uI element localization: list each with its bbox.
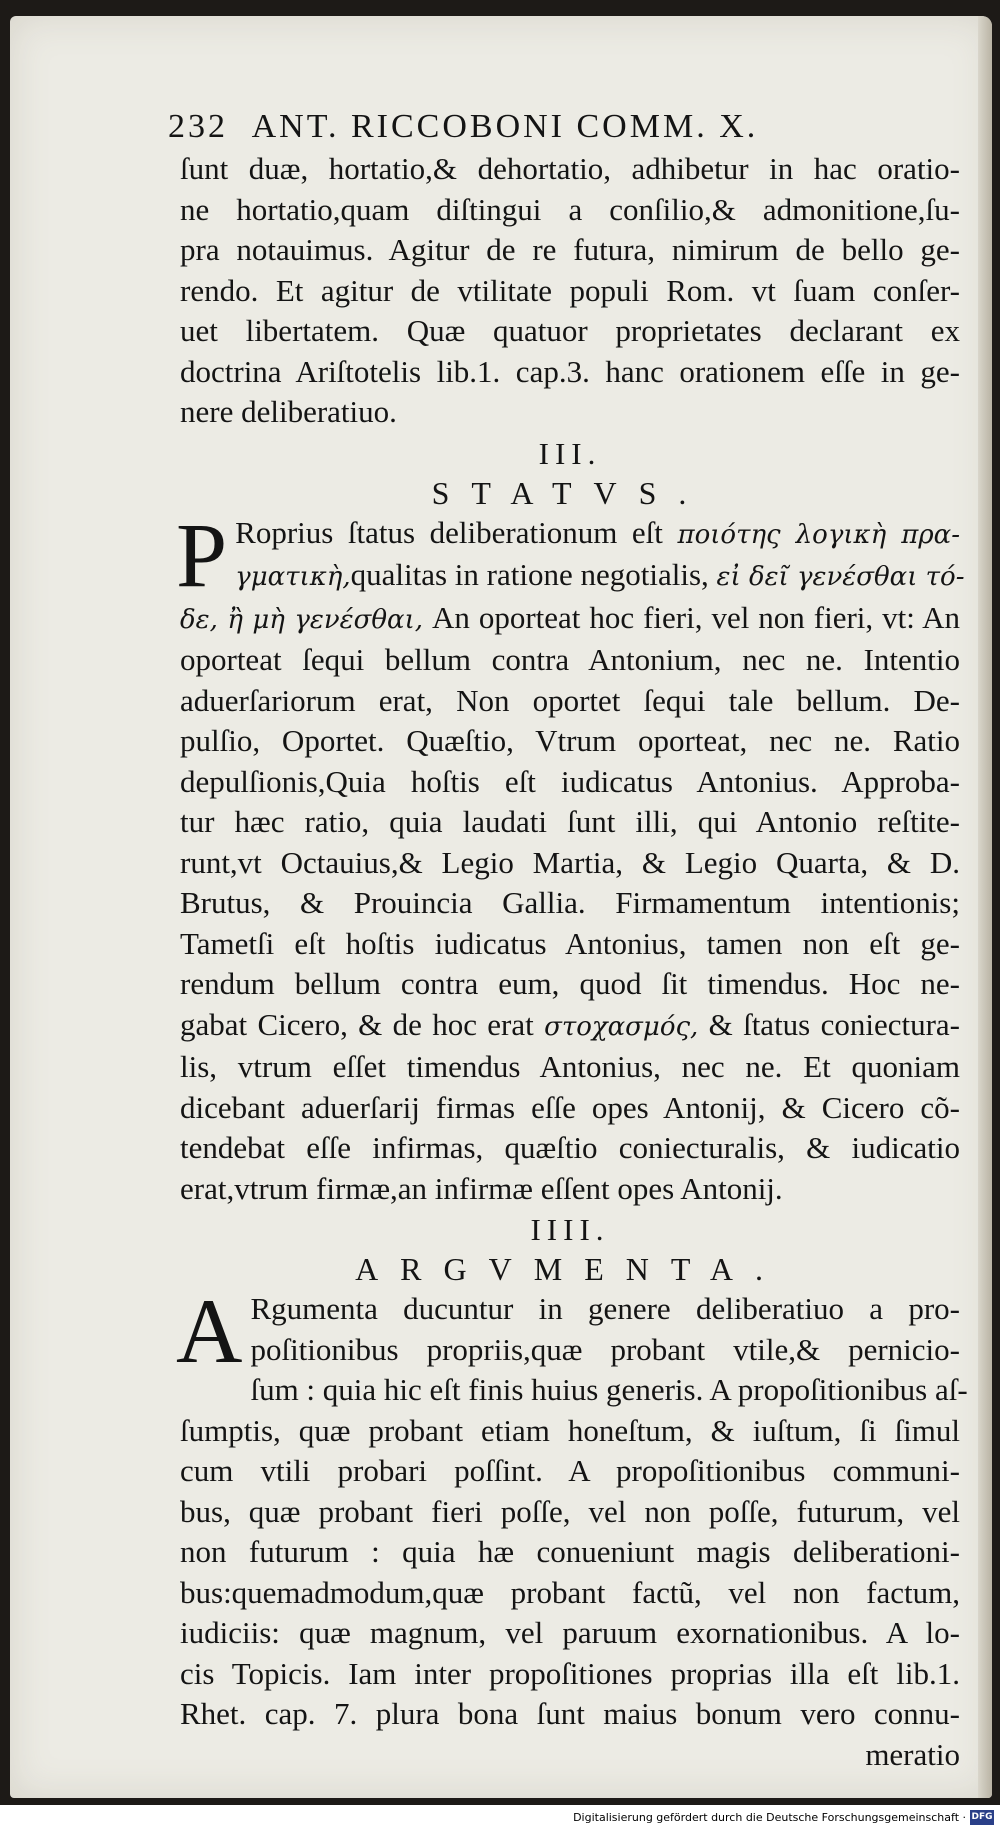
paragraph-1-line — [180, 230, 960, 271]
paragraph-1-line — [180, 271, 960, 312]
section-number-3: III. — [538, 435, 602, 471]
text-run: runt,vt Octauius,& Legio Martia, & Legio Quarta, & D. — [180, 844, 960, 880]
paragraph-1-line — [180, 149, 960, 190]
text-run: pulſio, Oportet. Quæſtio, Vtrum oporteat, nec ne. Ratio — [180, 723, 960, 758]
text-run: bus, quæ probant fieri poſſe, vel non poſſe, futurum, vel — [180, 1493, 960, 1529]
argumenta-line — [180, 1411, 960, 1452]
paragraph-1-line — [180, 311, 960, 352]
text-run: cum vtili probari poſſint. A propoſitionibus communi- — [180, 1453, 960, 1488]
text-run: Brutus, & Prouincia Gallia. Firmamentum intentionis; — [180, 885, 960, 920]
argumenta-line — [180, 1573, 960, 1614]
argumenta-line — [180, 1492, 960, 1533]
argumenta-line — [180, 1654, 960, 1695]
dropcap-a: A — [176, 1280, 243, 1382]
argumenta-line — [180, 1370, 968, 1411]
text-run: ſunt duæ, hortatio,& dehortatio, adhibetur in hac oratio- — [180, 151, 960, 186]
status-line — [180, 1088, 960, 1129]
text-run: uet libertatem. Quæ quatuor proprietates declarant ex — [180, 313, 960, 348]
status-line — [180, 1128, 960, 1169]
text-run: depulſionis,Quia hoſtis eſt iudicatus Antonius. Approba- — [180, 763, 960, 799]
status-line — [180, 883, 960, 924]
text-run: aduerſariorum erat, Non oportet ſequi tale bellum. De- — [180, 682, 960, 718]
greek-text: στοχασμός, — [544, 1011, 699, 1042]
running-head-title: ANT. RICCOBONI COMM. X. — [251, 108, 759, 145]
text-run: ſum : quia hic eſt finis huius generis. A propoſitionibus aſ- — [250, 1372, 968, 1407]
text-run: qualitas in ratione negotialis, — [350, 557, 717, 592]
status-line — [180, 1005, 960, 1048]
text-run: oporteat ſequi bellum contra Antonium, nec ne. Intentio — [180, 642, 960, 677]
status-line — [180, 513, 960, 556]
page-text — [168, 105, 968, 1775]
running-head — [168, 105, 960, 149]
greek-text: δε, ἢ μὴ γενέσθαι, — [180, 604, 424, 635]
text-run: nere deliberatiuo. — [180, 394, 397, 429]
text-run: tendebat eſſe infirmas, quæſtio coniecturalis, & iudicatio — [180, 1130, 960, 1165]
text-run: Rhet. cap. 7. plura bona ſunt maius bonum vero connu- — [180, 1696, 960, 1731]
argumenta-line — [180, 1451, 960, 1492]
page-number: 232 — [168, 108, 228, 145]
text-run: rendo. Et agitur de vtilitate populi Rom. vt ſuam conſer- — [180, 272, 960, 308]
status-line — [180, 802, 960, 843]
argumenta-line — [180, 1613, 960, 1654]
status-line — [180, 1047, 960, 1088]
greek-text: ποιότης λογικὴ πρα- — [677, 519, 960, 550]
section-number-4: IIII. — [530, 1212, 610, 1247]
text-run: bus:quemadmodum,quæ probant factũ, vel non factum, — [180, 1574, 960, 1610]
text-run: poſitionibus propriis,quæ probant vtile,& pernicio- — [250, 1331, 960, 1367]
status-line — [180, 843, 960, 884]
status-line — [180, 1169, 960, 1210]
text-run: iudiciis: quæ magnum, vel paruum exornationibus. A lo- — [180, 1615, 960, 1650]
funding-credit: Digitalisierung gefördert durch die Deutsche Forschungsgemeinschaft · — [573, 1811, 966, 1824]
text-run: tur hæc ratio, quia laudati ſunt illi, qui Antonio reſtite- — [180, 804, 960, 839]
status-line — [180, 598, 960, 641]
text-run: cis Topicis. Iam inter propoſitiones proprias illa eſt lib.1. — [180, 1655, 960, 1691]
dfg-logo: DFG — [970, 1810, 994, 1825]
text-run: Roprius ſtatus deliberationum eſt — [235, 514, 678, 550]
text-run: doctrina Ariſtotelis lib.1. cap.3. hanc orationem eſſe in ge- — [180, 353, 960, 389]
argumenta-paragraph — [180, 1289, 968, 1735]
paragraph-continuation — [180, 149, 960, 433]
section-3-body — [176, 503, 965, 1210]
dropcap-p: P — [176, 503, 228, 606]
section-4-body — [176, 1280, 968, 1735]
text-run: ſumptis, quæ probant etiam honeſtum, & iuſtum, ſi ſimul — [180, 1412, 960, 1448]
argumenta-line — [180, 1289, 960, 1330]
argumenta-line — [180, 1330, 960, 1371]
digitization-footer — [0, 1805, 1000, 1832]
catchword: meratio — [865, 1736, 960, 1772]
text-run: dicebant aduerſarij firmas eſſe opes Antonij, & Cicero cõ- — [180, 1089, 960, 1125]
text-run: pra notauimus. Agitur de re futura, nimirum de bello ge- — [180, 232, 960, 267]
section-title-argumenta: ARGVMENTA. — [355, 1251, 785, 1287]
status-line — [180, 681, 960, 722]
status-line — [180, 762, 960, 803]
argumenta-line — [180, 1532, 960, 1573]
paragraph-1-line — [180, 392, 960, 433]
text-run: lis, vtrum eſſet timendus Antonius, nec ne. Et quoniam — [180, 1049, 960, 1084]
argumenta-line — [180, 1694, 960, 1735]
text-run: & ſtatus coniectura- — [698, 1006, 960, 1042]
status-line — [180, 924, 960, 965]
status-line — [180, 721, 960, 762]
paragraph-1-line — [180, 190, 960, 231]
text-run: erat,vtrum firmæ,an infirmæ eſſent opes Antonij. — [180, 1170, 783, 1206]
text-run: Rgumenta ducuntur in genere deliberatiuo a pro- — [250, 1291, 960, 1326]
section-title-status: STATVS. — [431, 474, 709, 511]
text-run: gabat Cicero, & de hoc erat — [180, 1006, 545, 1042]
status-paragraph — [180, 513, 965, 1210]
text-run: non futurum : quia hæ conueniunt magis deliberationi- — [180, 1534, 960, 1569]
text-run: An oporteat hoc fieri, vel non fieri, vt: An — [423, 599, 960, 635]
page-edge — [978, 16, 992, 1798]
status-line — [180, 964, 960, 1005]
paragraph-1-line — [180, 352, 960, 393]
greek-text: εἰ δεῖ γενέσθαι τό- — [716, 562, 965, 592]
greek-text: γματικὴ, — [235, 562, 351, 592]
status-line — [180, 555, 965, 598]
status-line — [180, 640, 960, 681]
text-run: Tametſi eſt hoſtis iudicatus Antonius, tamen non eſt ge- — [180, 925, 960, 961]
text-run: ne hortatio,quam diſtingui a conſilio,& admonitione,ſu- — [180, 191, 960, 227]
text-run: rendum bellum contra eum, quod ſit timendus. Hoc ne- — [180, 966, 960, 1001]
